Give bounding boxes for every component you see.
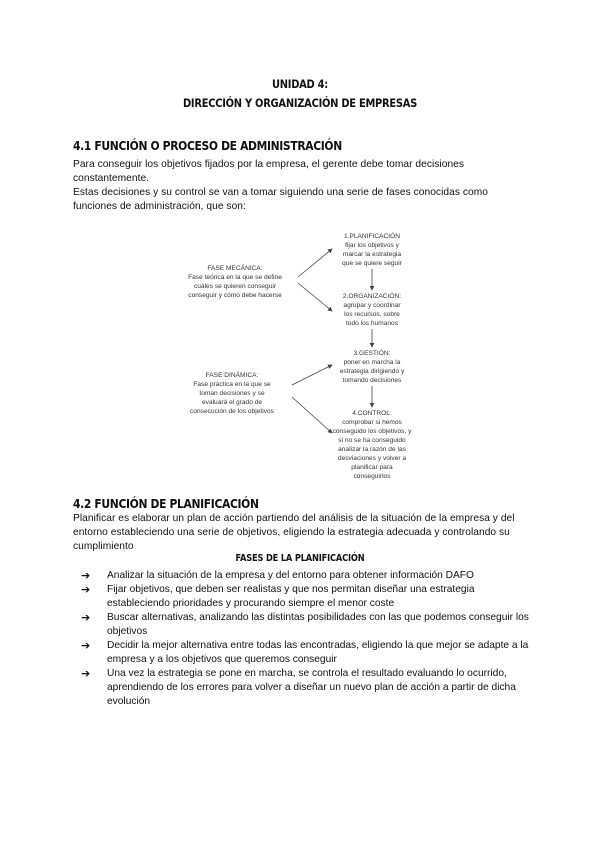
step-4-line: comprobar si hemos bbox=[342, 419, 402, 426]
unit-subtitle: DIRECCIÓN Y ORGANIZACIÓN DE EMPRESAS bbox=[182, 96, 418, 110]
section-1-heading: 4.1 FUNCIÓN O PROCESO DE ADMINISTRACIÓN bbox=[73, 138, 342, 153]
fase-dinamica-line: toman decisiones y se bbox=[199, 390, 265, 397]
fase-dinamica-line: FASE DINÁMICA: bbox=[205, 372, 259, 379]
diagram-left-bottom-text bbox=[190, 370, 275, 415]
list-item-text: Fijar objetivos, que deben ser realistas y que nos permitan diseñar una estrategia estableciendo prioridades y procurando siempre el menor coste bbox=[107, 584, 475, 609]
list-item-text: Buscar alternativas, analizando las distintas posibilidades con las que podemos conseguir los objetivos bbox=[107, 612, 529, 637]
diagram-step-4 bbox=[333, 410, 413, 480]
fase-mecanica-line: FASE MECÁNICA: bbox=[207, 265, 263, 272]
planning-phases-list bbox=[73, 569, 533, 709]
arrow-right-icon: ➔ bbox=[81, 639, 91, 652]
fase-dinamica-line: Fase práctica en la que se bbox=[193, 381, 271, 388]
step-3-line: estrategia dirigiendo y bbox=[339, 368, 405, 375]
step-4-line: 4.CONTROL: bbox=[352, 410, 392, 417]
list-item-text: Una vez la estrategia se pone en marcha, se controla el resultado evaluando lo ocurrido, aprendiendo de los errores para volver a diseñar un nuevo plan de acción a partir de dicha evolución bbox=[107, 668, 516, 707]
step-4-line: planificar para bbox=[351, 464, 393, 471]
administration-phases-diagram bbox=[160, 225, 450, 487]
list-item bbox=[73, 667, 533, 709]
step-4-line: si no se ha conseguido bbox=[338, 437, 406, 444]
section-1-paragraph-2: Estas decisiones y su control se van a tomar siguiendo una serie de fases conocidas como funciones de administración, que son: bbox=[73, 187, 488, 212]
list-item-text: Analizar la situación de la empresa y del entorno para obtener información DAFO bbox=[107, 570, 474, 581]
step-1-line: que se quiere seguir bbox=[342, 260, 402, 267]
diagram-step-1 bbox=[342, 231, 403, 267]
planning-phases-subheading: FASES DE LA PLANIFICACIÓN bbox=[235, 553, 365, 564]
arrow-dinamica-to-gestion bbox=[292, 365, 332, 385]
step-4-line: desviaciones y volver a bbox=[337, 455, 407, 462]
unit-title: UNIDAD 4: bbox=[271, 77, 329, 91]
step-2-line: todo los humanos bbox=[345, 320, 399, 327]
step-4-line: conseguirlos bbox=[353, 473, 391, 480]
fase-dinamica-line: consecución de los objetivos bbox=[190, 408, 274, 415]
list-item bbox=[73, 569, 533, 583]
step-1-line: fijar los objetivos y bbox=[345, 242, 399, 249]
arrow-right-icon: ➔ bbox=[81, 667, 91, 680]
diagram-step-2 bbox=[343, 291, 402, 327]
step-3-line: 3.GESTIÓN: bbox=[353, 350, 391, 357]
arrow-right-icon: ➔ bbox=[81, 611, 91, 624]
arrow-right-icon: ➔ bbox=[81, 583, 91, 596]
section-2-paragraph: Planificar es elaborar un plan de acción partiendo del análisis de la situación de la empresa y del entorno estableciendo una serie de objetivos, eligiendo la estrategia adecuada y controlando su cumplimiento bbox=[73, 513, 515, 552]
step-2-line: 2.ORGANIZACIÓN: bbox=[342, 293, 402, 300]
step-2-line: los recursos, sobre bbox=[344, 311, 400, 318]
step-3-line: tomando decisiones bbox=[342, 377, 402, 384]
step-4-line: conseguido los objetivos, y bbox=[332, 428, 412, 435]
diagram-left-top-text bbox=[188, 263, 282, 299]
step-3-line: poner en marcha la bbox=[343, 359, 401, 366]
step-2-line: agrupar y coordinar bbox=[343, 302, 401, 309]
list-item bbox=[73, 583, 533, 611]
step-1-line: 1.PLANIFICACIÓN bbox=[343, 233, 401, 240]
fase-dinamica-line: evaluará el grado de bbox=[201, 399, 263, 406]
step-1-line: marcar la estrategia bbox=[342, 251, 402, 258]
list-item bbox=[73, 611, 533, 639]
diagram-step-3 bbox=[340, 348, 405, 384]
arrow-right-icon: ➔ bbox=[81, 569, 91, 582]
fase-mecanica-line: cuáles se quieren conseguir bbox=[193, 283, 277, 290]
list-item-text: Decidir la mejor alternativa entre todas las encontradas, eligiendo la que mejor se adapte a la empresa y a los objetivos que queremos conseguir bbox=[107, 640, 529, 665]
arrow-dinamica-to-control bbox=[292, 397, 332, 433]
list-item bbox=[73, 639, 533, 667]
arrow-mecanica-to-planificacion bbox=[298, 249, 332, 277]
section-1-paragraph-1: Para conseguir los objetivos fijados por la empresa, el gerente debe tomar decisiones constantemente. bbox=[73, 159, 465, 184]
arrow-mecanica-to-organizacion bbox=[298, 283, 332, 311]
fase-mecanica-line: Fase teórica en la que se define bbox=[188, 274, 282, 281]
section-2-heading: 4.2 FUNCIÓN DE PLANIFICACIÓN bbox=[73, 496, 259, 511]
fase-mecanica-line: conseguir y cómo debe hacerse bbox=[188, 292, 282, 299]
step-4-line: analizar la razón de las bbox=[338, 446, 406, 453]
